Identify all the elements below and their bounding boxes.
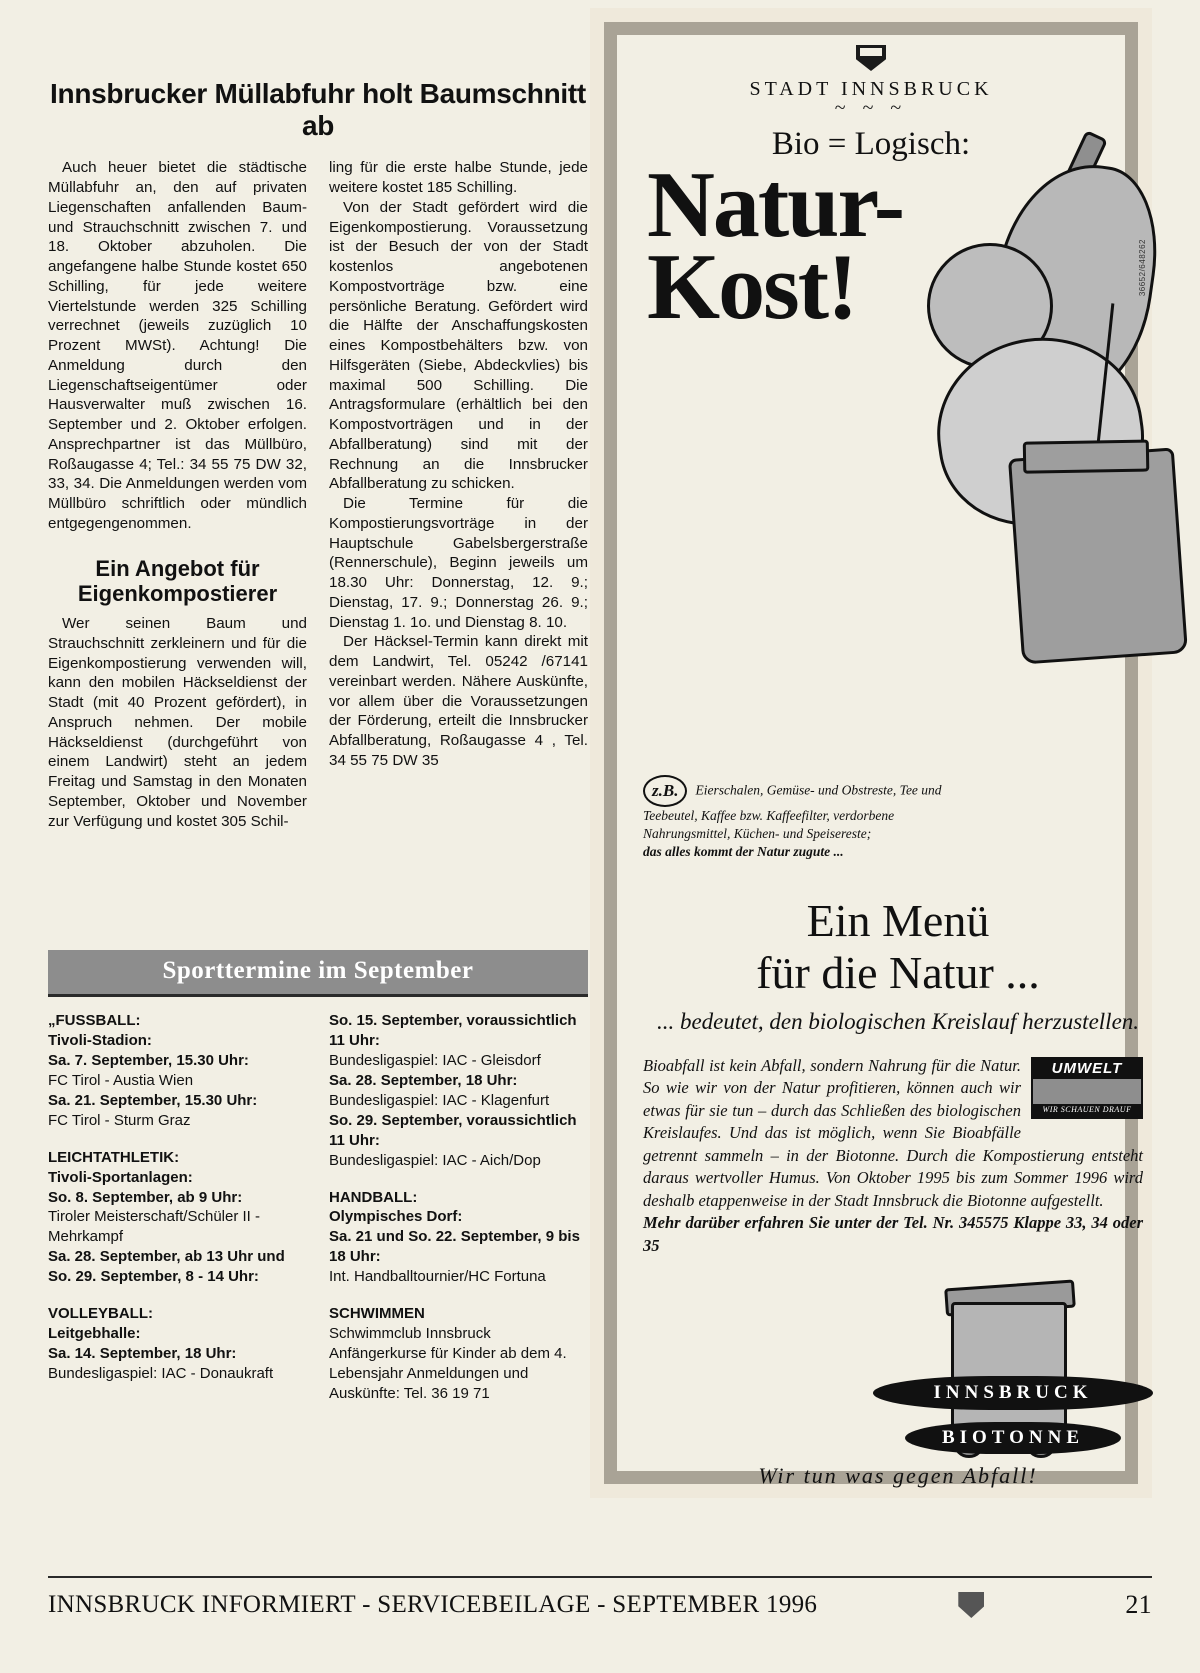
city-crest-icon (643, 45, 1099, 76)
sport-entry: Tiroler Meisterschaft/Schüler II - Mehrkampf (48, 1208, 260, 1246)
sport-spacer (48, 1287, 307, 1304)
sport-spacer (48, 1131, 307, 1148)
sport-box-title: Sporttermine im September (48, 950, 588, 997)
menu-line-1: Ein Menü (806, 895, 990, 946)
sport-entry: Sa. 28. September, ab 13 Uhr und (48, 1248, 285, 1266)
footer-crest-icon (958, 1592, 984, 1618)
sport-column-1 (48, 1011, 307, 1404)
sport-entry: HANDBALL: (329, 1188, 418, 1206)
umwelt-sublabel: WIR SCHAUEN DRAUF (1033, 1104, 1141, 1117)
biotonne-ribbon (865, 1376, 1165, 1472)
sport-entry: So. 29. September, 8 - 14 Uhr: (48, 1268, 259, 1286)
biotonne-illustration (917, 1280, 1117, 1470)
sport-spacer (329, 1171, 588, 1188)
ad-body-text (643, 1055, 1143, 1257)
article-columns (48, 158, 588, 831)
sport-entry: Olympisches Dorf: (329, 1208, 463, 1226)
paragraph: Wer seinen Baum und Strauchschnitt zerkleinern und für die Eigenkompostierung verwenden will, kann den mobilen Häckseldienst der Stadt (mit 40 Prozent gefördert), in Anspruch nehmen. Der mobile Häckseldienst (durchgeführt von einem Landwirt) steht an jedem Freitag und Samstag in den Monaten September, Oktober und November zur Verfügung und kostet 305 Schil- (48, 615, 307, 830)
menu-subtext: ... bedeutet, den biologischen Kreislauf herzustellen. (656, 1009, 1140, 1035)
city-name: STADT INNSBRUCK (749, 78, 993, 100)
sport-entry: Sa. 21 und So. 22. September, 9 bis 18 Uhr: (329, 1228, 580, 1266)
sport-entry: SCHWIMMEN (329, 1305, 425, 1323)
page-title: Innsbrucker Müllabfuhr holt Baumschnitt ab (50, 78, 586, 142)
menu-line-2: für die Natur ... (756, 946, 1040, 998)
sport-entry: Sa. 28. September, 18 Uhr: (329, 1071, 518, 1089)
ribbon-line-2: BIOTONNE (905, 1422, 1121, 1454)
sport-events-box (48, 950, 588, 1404)
sport-entry: Bundesligaspiel: IAC - Aich/Dop (329, 1151, 541, 1169)
advertisement-panel (590, 8, 1152, 1498)
ad-slogan: Wir tun was gegen Abfall! (758, 1463, 1038, 1488)
sport-entry: Sa. 7. September, 15.30 Uhr: (48, 1051, 249, 1069)
umwelt-logo (1031, 1057, 1143, 1119)
page-footer (48, 1590, 1152, 1620)
sport-entry: Int. Handballtournier/HC Fortuna (329, 1268, 546, 1286)
sport-spacer (329, 1287, 588, 1304)
article-column-1 (48, 158, 307, 831)
paragraph: Die Termine für die Kompostierungsvorträge in der Hauptschule Gabelsbergerstraße (Rennerschule), Beginn jeweils um 18.30 Uhr: Donnerstag, 12. 9.; Dienstag, 17. 9.; Donnerstag 26. 9.; Dienstag 1. 1o. und Dienstag 8. 10. (329, 495, 588, 631)
ad-paragraph: Bioabfall ist kein Abfall, sondern Nahrung für die Natur. So wie wir von der Natur profitieren, können auch wir etwas für sie tun – durch das Schließen des biologischen Kreislaufes. Und das ist möglich, wenn Sie Bioabfälle getrennt sammeln – in der Biotonne. Durch die Kompostierung entsteht daraus wertvoller Humus. Von Oktober 1995 bis zum Sommer 1996 wird deshalb etappenweise in der Stadt Innsbruck die Biotonne aufgestellt. (643, 1056, 1143, 1210)
ad-paragraph-bold: Mehr darüber erfahren Sie unter der Tel. Nr. 345575 Klappe 33, 34 oder 35 (643, 1213, 1143, 1255)
sport-entry: So. 29. September, voraussichtlich 11 Uhr: (329, 1111, 577, 1149)
page-number: 21 (1125, 1590, 1152, 1619)
sport-entry: VOLLEYBALL: (48, 1305, 153, 1323)
sport-entry: Tivoli-Sportanlagen: (48, 1168, 193, 1186)
example-text: Eierschalen, Gemüse- und Obstreste, Tee und Teebeutel, Kaffee bzw. Kaffeefilter, verdorbene Nahrungsmittel, Küchen- und Speisereste; (643, 782, 942, 842)
paragraph: ling für die erste halbe Stunde, jede weitere kostet 185 Schilling. (329, 159, 588, 197)
eyes-icon (1033, 1079, 1141, 1104)
sport-entry: Sa. 21. September, 15.30 Uhr: (48, 1091, 258, 1109)
sport-column-2 (329, 1011, 588, 1404)
example-note (643, 775, 943, 861)
article-column-2 (329, 158, 588, 831)
umwelt-label: UMWELT (1033, 1059, 1141, 1079)
section-subtitle: Ein Angebot für Eigenkompostierer (77, 555, 278, 606)
food-waste-illustration (917, 123, 1157, 883)
sport-entry: „FUSSBALL: (48, 1012, 141, 1029)
ribbon-line-1: INNSBRUCK (873, 1376, 1153, 1410)
footer-text: INNSBRUCK INFORMIERT - SERVICEBEILAGE - SEPTEMBER 1996 (48, 1591, 818, 1618)
sport-entry: FC Tirol - Austia Wien (48, 1071, 194, 1089)
sport-columns (48, 1011, 588, 1404)
sport-entry: Leitgebhalle: (48, 1325, 141, 1343)
sport-entry: Tivoli-Stadion: (48, 1031, 152, 1049)
sport-entry: Bundesligaspiel: IAC - Donaukraft (48, 1365, 274, 1382)
article-area (48, 78, 588, 831)
sport-entry: Bundesligaspiel: IAC - Gleisdorf (329, 1051, 541, 1069)
sport-entry: Schwimmclub Innsbruck Anfängerkurse für Kinder ab dem 4. Lebensjahr Anmeldungen und Auskünfte: Tel. 36 19 71 (329, 1325, 567, 1402)
paragraph: Von der Stadt gefördert wird die Eigenkompostierung. Voraussetzung ist der Besuch der von der Stadt kostenlos angebotenen Kompostvorträge bzw. eine persönliche Beratung. Gefördert wird die Hälfte der Anschaffungskosten eines Kompostbehälters bzw. von Hilfsgeräten (Siebe, Abdeckvlies) bis maximal 500 Schilling. Die Antragsformulare (erhältlich bei den Kompostvorträgen und in der Abfallberatung) sind mit der Rechnung an die Innsbrucker Abfallberatung zu schicken. (329, 198, 588, 493)
example-text-bold: das alles kommt der Natur zugute ... (643, 844, 844, 860)
sport-entry: So. 15. September, voraussichtlich 11 Uhr: (329, 1012, 577, 1049)
teabag-icon (1008, 447, 1188, 664)
sport-entry: Sa. 14. September, 18 Uhr: (48, 1345, 237, 1363)
zb-badge: z.B. (643, 775, 687, 807)
menu-headline (643, 895, 1153, 1037)
paragraph: Der Häcksel-Termin kann direkt mit dem Landwirt, Tel. 05242 /67141 vereinbart werden. Nähere Auskünfte, vor allem über die Voraussetzungen der Förderung, erteilt die Innsbrucker Abfallberatung, Roßaugasse 4 , Tel. 34 55 75 DW 35 (329, 633, 588, 769)
ad-kicker: Bio = Logisch: (771, 126, 971, 162)
sport-entry: So. 8. September, ab 9 Uhr: (48, 1188, 243, 1206)
ad-frame (604, 22, 1147, 1488)
ad-title-line1: Natur- (647, 153, 904, 257)
ad-code: 36652/648262 (1138, 239, 1147, 297)
sport-entry: LEICHTATHLETIK: (48, 1148, 180, 1166)
ad-content (617, 35, 1147, 1488)
footer-rule (48, 1576, 1152, 1578)
flourish-icon: ~ ~ ~ (834, 97, 908, 119)
sport-entry: Bundesligaspiel: IAC - Klagenfurt (329, 1091, 550, 1109)
sport-entry: FC Tirol - Sturm Graz (48, 1111, 191, 1129)
ad-title-line2: Kost! (647, 235, 857, 340)
paragraph: Auch heuer bietet die städtische Müllabfuhr an, den auf privaten Liegenschaften anfallenden Baum- und Strauchschnitt zwischen 7. und 18. Oktober abzuholen. Die angefangene halbe Stunde kostet 650 Schilling, für jede weitere Viertelstunde werden 325 Schilling verrechnet (jeweils zuzüglich 10 Prozent MWSt). Achtung! Die Anmeldung durch den Liegenschaftseigentümer oder Hausverwalter muß zwischen 16. September und 2. Oktober erfolgen. Ansprechpartner ist das Müllbüro, Roßaugasse 4; Tel.: 34 55 75 DW 32, 33, 34. Die Anmeldungen werden vom Müllbüro schriftlich oder mündlich entgegengenommen. (48, 159, 307, 532)
